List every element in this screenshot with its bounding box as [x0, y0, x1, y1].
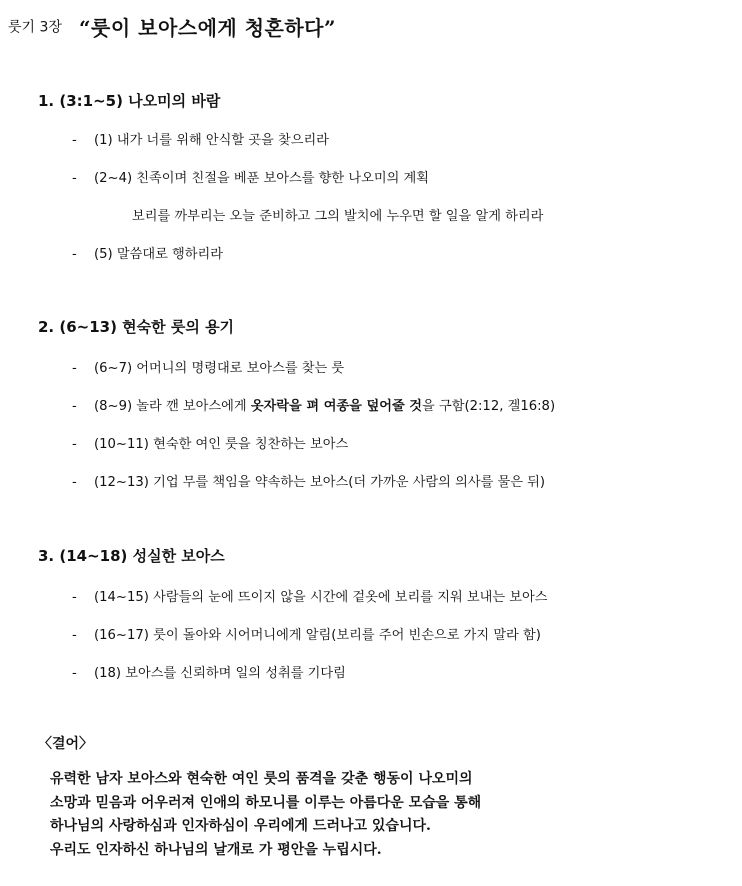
outline-item	[72, 433, 348, 452]
outline-item	[72, 624, 541, 643]
dash-bullet: -	[72, 666, 77, 681]
dash-bullet: -	[72, 628, 77, 643]
item-text-post: 을 구함(2:12, 겔16:8)	[422, 399, 556, 414]
outline-item	[72, 471, 545, 490]
conclusion-line: 우리도 인자하신 하나님의 날개로 가 평안을 누립시다.	[50, 841, 382, 858]
item-text: (18) 보아스를 신뢰하며 일의 성취를 기다림	[94, 666, 346, 681]
item-text-emphasis: 옷자락을 펴 여종을 덮어줄 것	[250, 399, 423, 414]
outline-item	[72, 167, 429, 186]
plan-detail-line: 보리를 까부리는 오늘 준비하고 그의 발치에 누우면 할 일을 알게 하리라	[132, 209, 544, 224]
dash-bullet: -	[72, 437, 77, 452]
conclusion-label: 〈결어〉	[38, 736, 94, 752]
item-text-pre: (8~9) 놀라 깬 보아스에게	[94, 399, 251, 414]
item-text: (10~11) 현숙한 여인 룻을 칭찬하는 보아스	[94, 437, 349, 452]
dash-bullet: -	[72, 590, 77, 605]
section-heading: 2. (6~13) 현숙한 룻의 용기	[38, 318, 235, 336]
item-text: (1) 내가 너를 위해 안식할 곳을 찾으리라	[94, 133, 329, 148]
item-text: (5) 말씀대로 행하리라	[94, 247, 223, 262]
outline-item	[72, 662, 346, 681]
conclusion-line: 유력한 남자 보아스와 현숙한 여인 룻의 품격을 갖춘 행동이 나오미의	[50, 771, 473, 787]
dash-bullet: -	[72, 361, 77, 376]
item-text: (16~17) 룻이 돌아와 시어머니에게 알림(보리를 주어 빈손으로 가지 말라 함)	[94, 628, 541, 643]
conclusion-body	[50, 768, 740, 862]
item-text: (14~15) 사람들의 눈에 뜨이지 않을 시간에 겉옷에 보리를 지워 보내는 보아스	[94, 590, 548, 605]
section-3	[38, 545, 728, 566]
sermon-title: “룻이 보아스에게 청혼하다”	[79, 16, 336, 40]
dash-bullet: -	[72, 247, 77, 262]
section-1	[38, 90, 728, 111]
outline-item	[72, 586, 548, 605]
outline-item	[72, 243, 223, 262]
item-text: (12~13) 기업 무를 책임을 약속하는 보아스(더 가까운 사람의 의사를 물은 뒤)	[94, 475, 546, 490]
book-reference: 룻기 3장	[8, 19, 62, 36]
dash-bullet: -	[72, 133, 77, 148]
section-2	[38, 316, 728, 337]
title-row	[8, 12, 336, 41]
dash-bullet: -	[72, 475, 77, 490]
outline-item	[72, 395, 555, 414]
outline-item	[72, 357, 344, 376]
section-heading: 3. (14~18) 성실한 보아스	[38, 547, 225, 565]
dash-bullet: -	[72, 399, 77, 414]
conclusion-line: 소망과 믿음과 어우러져 인애의 하모니를 이루는 아름다운 모습을 통해	[50, 794, 482, 811]
item-text: (6~7) 어머니의 명령대로 보아스를 찾는 룻	[94, 361, 345, 376]
conclusion-line: 하나님의 사랑하심과 인자하심이 우리에게 드러나고 있습니다.	[50, 818, 431, 834]
outline-item	[72, 129, 329, 148]
section-heading: 1. (3:1~5) 나오미의 바람	[38, 92, 221, 110]
dash-bullet: -	[72, 171, 77, 186]
item-text: (2~4) 친족이며 친절을 베푼 보아스를 향한 나오미의 계획	[94, 171, 429, 186]
